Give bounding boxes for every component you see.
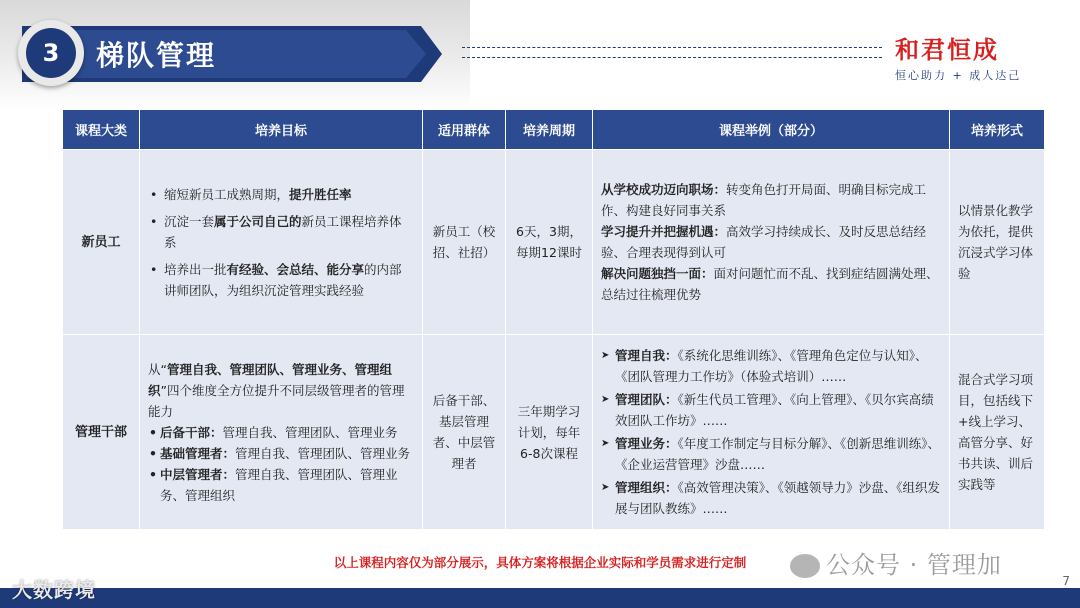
period-cell: 6天，3期，每期12课时	[506, 150, 593, 335]
brand-slogan: 恒心助力 + 成人达己	[895, 69, 1022, 82]
example-item: ➤ 管理业务：《年度工作制定与目标分解》、《创新思维训练》、《企业运营管理》沙盘……	[615, 433, 941, 475]
level-item: • 中层管理者：管理自我、管理团队、管理业务、管理组织	[160, 464, 414, 506]
footer-bar	[0, 588, 1080, 608]
goal-cell	[140, 150, 423, 335]
examples-cell	[593, 150, 950, 335]
period-cell: 三年期学习计划，每年6-8次课程	[506, 335, 593, 530]
title-banner-inner	[26, 30, 426, 78]
page-title: 梯队管理	[96, 39, 217, 72]
level-item: • 后备干部：管理自我、管理团队、管理业务	[160, 422, 414, 443]
header-examples: 课程举例（部分）	[593, 110, 950, 150]
goal-cell	[140, 335, 423, 530]
wechat-watermark	[790, 545, 1002, 580]
goal-item: • 沉淀一套属于公司自己的新员工课程培养体系	[164, 211, 414, 253]
header-divider-bottom	[462, 57, 882, 58]
header-divider-top	[462, 47, 882, 48]
example-item: ➤ 管理组织：《高效管理决策》、《领越领导力》沙盘、《组织发展与团队教练》……	[615, 477, 941, 519]
wechat-icon	[790, 554, 820, 578]
header-audience: 适用群体	[423, 110, 506, 150]
page-number: 7	[1062, 574, 1070, 588]
header-goal: 培养目标	[140, 110, 423, 150]
brand-name: 和君恒成	[895, 36, 999, 64]
brand-logo	[895, 30, 1045, 83]
table-row	[63, 150, 1045, 335]
level-item: • 基础管理者：管理自我、管理团队、管理业务	[160, 443, 414, 464]
goal-item: • 培养出一批有经验、会总结、能分享的内部讲师团队，为组织沉淀管理实践经验	[164, 259, 414, 301]
header-form: 培养形式	[950, 110, 1045, 150]
footnote: 以上课程内容仅为部分展示，具体方案将根据企业实际和学员需求进行定制	[333, 555, 747, 570]
category-cell: 管理干部	[63, 335, 140, 530]
header-period: 培养周期	[506, 110, 593, 150]
wechat-watermark-text: 公众号 · 管理加	[826, 551, 1002, 579]
example-item: 解决问题独挡一面：面对问题忙而不乱、找到症结圆满处理、总结过往梳理优势	[601, 266, 939, 302]
audience-cell: 后备干部、基层管理者、中层管理者	[423, 335, 506, 530]
table-row	[63, 335, 1045, 530]
examples-cell	[593, 335, 950, 530]
example-item: 学习提升并把握机遇：高效学习持续成长、及时反思总结经验、合理表现得到认可	[601, 224, 927, 260]
form-cell: 混合式学习项目，包括线下+线上学习、高管分享、好书共读、训后实践等	[950, 335, 1045, 530]
audience-cell: 新员工（校招、社招）	[423, 150, 506, 335]
curriculum-table	[62, 109, 1045, 530]
goal-intro: 从“管理自我、管理团队、管理业务、管理组织”四个维度全方位提升不同层级管理者的管理能力	[148, 361, 405, 419]
bottom-watermark: 大数跨境	[12, 578, 96, 602]
header-category: 课程大类	[63, 110, 140, 150]
section-number: 3	[26, 28, 76, 78]
example-item: 从学校成功迈向职场：转变角色打开局面、明确目标完成工作、构建良好同事关系	[601, 182, 927, 218]
example-item: ➤ 管理自我：《系统化思维训练》、《管理角色定位与认知》、《团队管理力工作坊》（体验式培训）……	[615, 345, 941, 387]
example-item: ➤ 管理团队：《新生代员工管理》、《向上管理》、《贝尔宾高绩效团队工作坊》……	[615, 389, 941, 431]
table-header-row	[63, 110, 1045, 150]
form-cell: 以情景化教学为依托，提供沉浸式学习体验	[950, 150, 1045, 335]
category-cell: 新员工	[63, 150, 140, 335]
goal-item: • 缩短新员工成熟周期，提升胜任率	[164, 184, 414, 205]
